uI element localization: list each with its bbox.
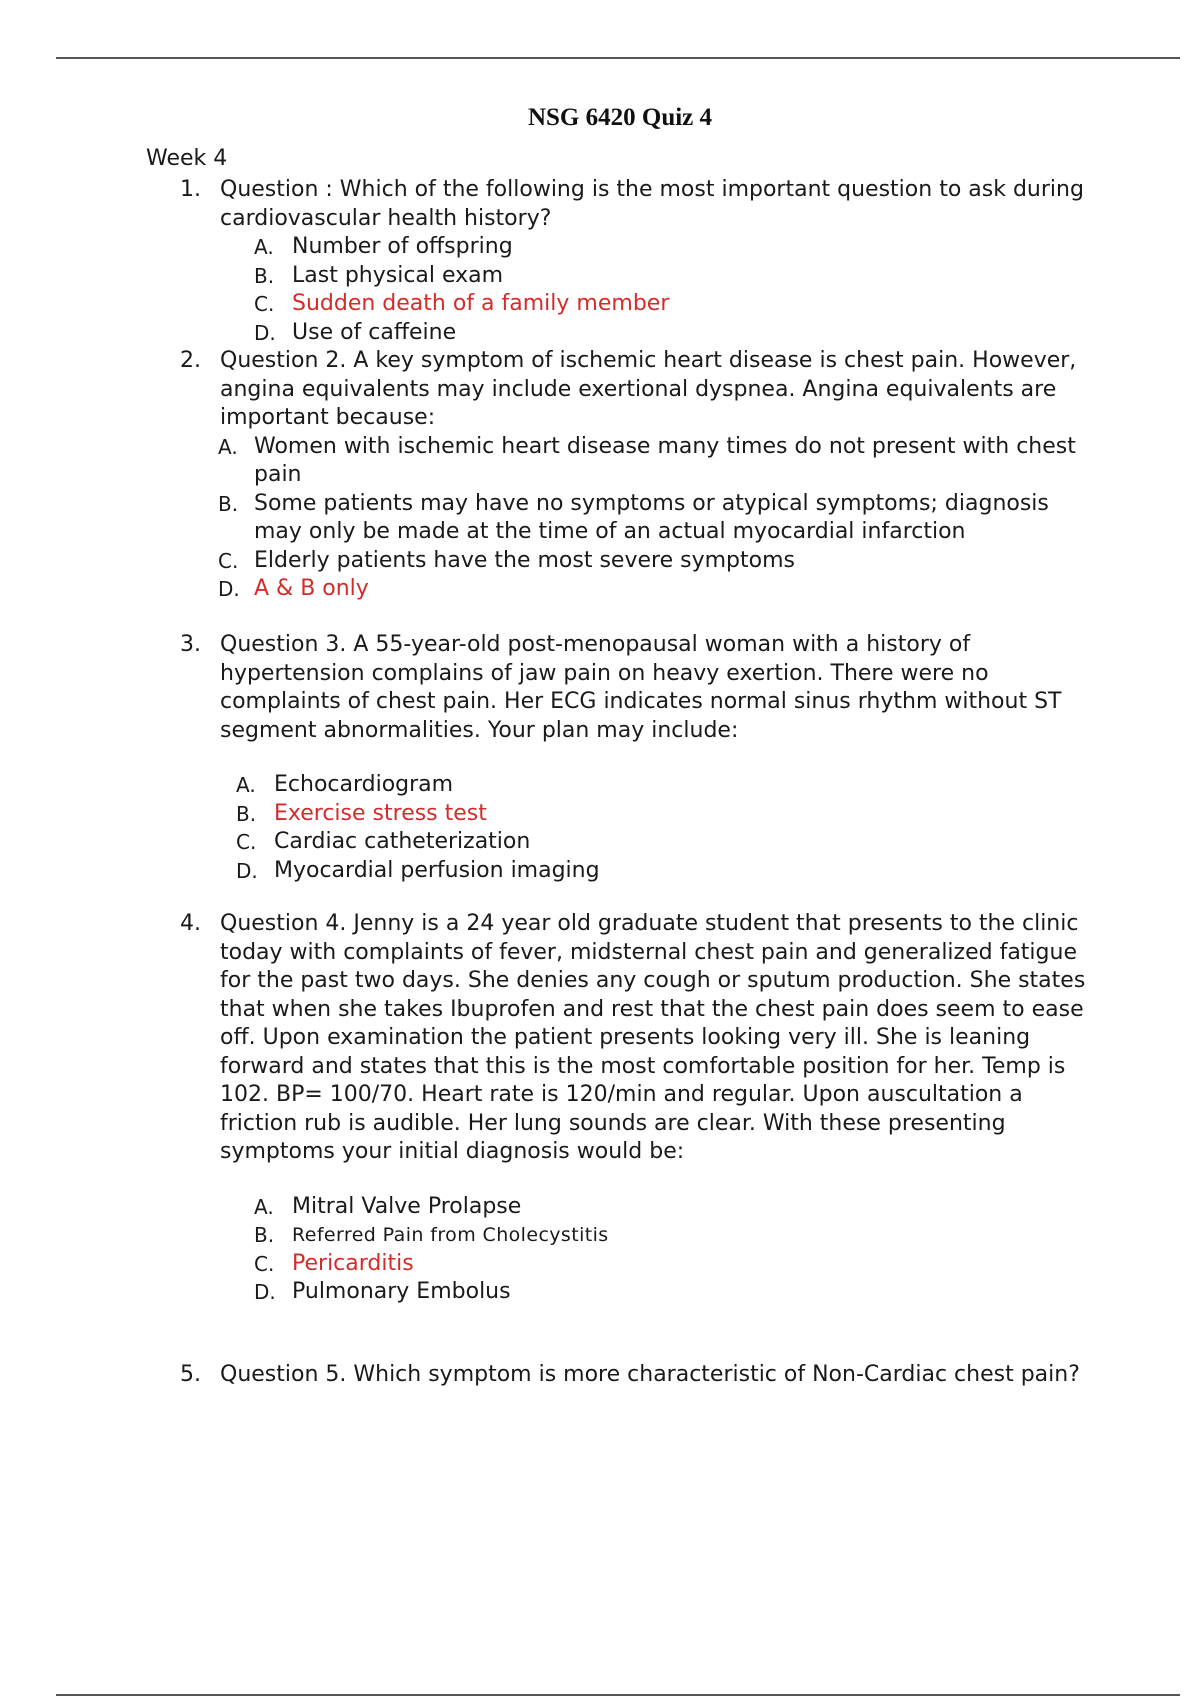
top-rule bbox=[56, 57, 1180, 59]
question-text: Question 4. Jenny is a 24 year old graduate student that presents to the clinic today with complaints of fever, midsternal chest pain and generalized fatigue for the past two days. She denies any cough or sputum production. She states that when she takes Ibuprofen and rest that the chest pain does seem to ease off. Upon examination the patient presents looking very ill. She is leaning forward and states that this is the most comfortable position for her. Temp is 102. BP= 100/70. Heart rate is 120/min and regular. Upon auscultation a friction rub is audible. Her lung sounds are clear. With these presenting symptoms your initial diagnosis would be: bbox=[220, 911, 1086, 1164]
question-3 bbox=[180, 631, 1090, 885]
option-c-correct-answer: C. Sudden death of a family member bbox=[254, 291, 670, 316]
question-number: 1. bbox=[180, 177, 201, 202]
bottom-rule bbox=[56, 1694, 1180, 1696]
option-b: B. Referred Pain from Cholecystitis bbox=[254, 1223, 609, 1247]
option-list bbox=[254, 233, 1090, 347]
option-a: A. Mitral Valve Prolapse bbox=[254, 1193, 522, 1219]
question-text: Question 2. A key symptom of ischemic heart disease is chest pain. However, angina equivalents may include exertional dyspnea. Angina equivalents are important because: bbox=[220, 348, 1077, 430]
question-text: Question : Which of the following is the most important question to ask during cardiovascular health history? bbox=[220, 177, 1084, 231]
question-number: 4. bbox=[180, 911, 201, 936]
option-d: D. Pulmonary Embolus bbox=[254, 1279, 511, 1304]
option-a: A. Echocardiogram bbox=[236, 772, 454, 797]
option-c: C. Elderly patients have the most severe symptoms bbox=[218, 547, 795, 573]
question-1 bbox=[180, 176, 1090, 347]
option-a: A. Women with ischemic heart disease many times do not present with chest pain bbox=[218, 433, 1076, 487]
option-list bbox=[254, 1193, 1090, 1307]
option-c: C. Cardiac catheterization bbox=[236, 829, 531, 854]
question-number: 2. bbox=[180, 348, 201, 373]
option-c-correct-answer: C. Pericarditis bbox=[254, 1250, 414, 1276]
question-number: 5. bbox=[180, 1362, 201, 1387]
question-5 bbox=[180, 1361, 1090, 1390]
option-b: B. Last physical exam bbox=[254, 262, 504, 288]
option-b: B. Some patients may have no symptoms or atypical symptoms; diagnosis may only be made at the time of an actual myocardial infarction bbox=[218, 490, 1049, 544]
question-4 bbox=[180, 910, 1090, 1307]
question-2 bbox=[180, 347, 1090, 604]
week-label: Week 4 bbox=[146, 146, 228, 171]
option-d-correct-answer: D. A & B only bbox=[218, 576, 369, 601]
question-text: Question 5. Which symptom is more characteristic of Non-Cardiac chest pain? bbox=[220, 1362, 1080, 1387]
question-text: Question 3. A 55-year-old post-menopausal woman with a history of hypertension complains of jaw pain on heavy exertion. There were no complaints of chest pain. Her ECG indicates normal sinus rhythm without ST segment abnormalities. Your plan may include: bbox=[220, 632, 1062, 743]
option-a: A. Number of offspring bbox=[254, 234, 513, 259]
option-list bbox=[218, 433, 1090, 604]
option-d: D. Use of caffeine bbox=[254, 319, 457, 345]
page-title: NSG 6420 Quiz 4 bbox=[527, 104, 713, 131]
question-number: 3. bbox=[180, 632, 201, 657]
option-list bbox=[236, 771, 1090, 885]
option-d: D. Myocardial perfusion imaging bbox=[236, 857, 600, 883]
option-b-correct-answer: B. Exercise stress test bbox=[236, 800, 487, 826]
